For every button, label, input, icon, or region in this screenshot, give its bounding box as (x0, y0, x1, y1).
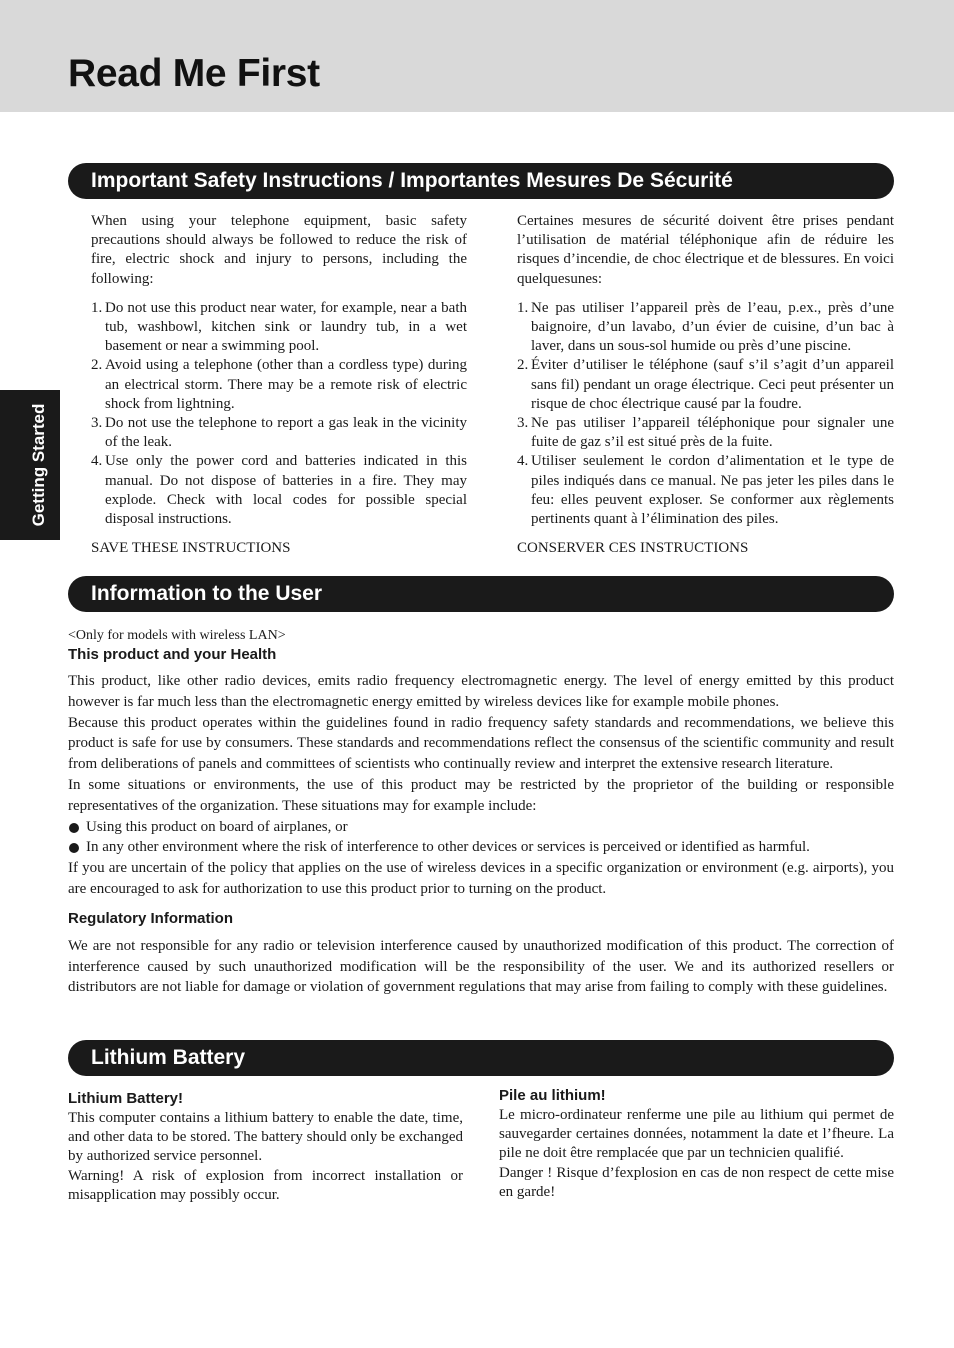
info-paragraph: In some situations or environments, the use of this product may be restricted by the proprietor of the building or responsible representatives of the organization. These situations may for example include: (68, 776, 894, 814)
list-item: 2. Éviter d’utiliser le téléphone (sauf s’il s’agit d’un appareil sans fil) pendant un orage électrique. Ceci peut présenter un risque de choc électrique causé par la foudre. (517, 357, 894, 412)
bullet-item: In any other environment where the risk of interference to other devices or services is perceived or identified as harmful. (68, 837, 894, 858)
safety-english-column (91, 212, 467, 558)
info-paragraph: Because this product operates within the guidelines found in radio frequency safety standards and recommendations, we believe this product is safe for use by consumers. These standards and recommendations reflect the consensus of the scientific community and result from deliberations of panels and committees of scientists who continually review and interpret the extensive research literature. (68, 714, 894, 773)
lithium-fr-warning: Danger ! Risque d’fexplosion en cas de non respect de cette mise en garde! (499, 1164, 894, 1200)
lithium-english-column (68, 1089, 463, 1205)
list-item: 3. Ne pas utiliser l’appareil téléphonique pour signaler une fuite de gaz s’il est situé près de la fuite. (517, 415, 894, 451)
info-note: <Only for models with wireless LAN> (68, 628, 286, 643)
info-paragraph: This product, like other radio devices, emits radio frequency electromagnetic energy. The level of energy emitted by this product however is far much less than the electromagnetic energy emitted by wireless devices like for example mobile phones. (68, 673, 894, 710)
regulatory-heading: Regulatory Information (68, 909, 234, 927)
safety-fr-list (517, 299, 894, 529)
lithium-french-column (499, 1086, 894, 1202)
regulatory-text: We are not responsible for any radio or television interference caused by unauthorized modification of this product. The correction of interference caused by such unauthorized modification will be the responsibility of the user. We and its authorized resellers or distributors are not liable for damage or violation of government regulations that may arise from failing to comply with these guidelines. (68, 937, 894, 996)
safety-en-list (91, 299, 467, 529)
list-item: 4. Utiliser seulement le cordon d’alimentation et le type de piles indiqués dans ce manual. Ne pas jeter les piles dans le feu: elles peuvent exploser. Se conformer aux règlements pertinents quant à l’élimination des piles. (517, 453, 894, 528)
safety-en-intro: When using your telephone equipment, basic safety precautions should always be followed to reduce the risk of fire, electric shock and injury to persons, including the following: (91, 213, 467, 287)
lithium-fr-heading: Pile au lithium! (499, 1087, 606, 1104)
side-tab-label: Getting Started (29, 403, 48, 527)
lithium-fr-text: Le micro-ordinateur renferme une pile au lithium qui permet de sauvegarder certaines données, notamment la date et l’fheure. La pile ne doit être remplacée que par un technicien qualifié. (499, 1107, 894, 1162)
health-heading: This product and your Health (68, 646, 277, 663)
safety-fr-save: CONSERVER CES INSTRUCTIONS (517, 540, 749, 557)
safety-french-column (517, 212, 894, 558)
section-heading-safety: Important Safety Instructions / Importantes Mesures De Sécurité (68, 163, 894, 199)
section-heading-info: Information to the User (68, 576, 894, 612)
list-item: 2. Avoid using a telephone (other than a cordless type) during an electrical storm. There may be a remote risk of electric shock from lightning. (91, 357, 467, 412)
list-item: 4. Use only the power cord and batteries indicated in this manual. Do not dispose of batteries in a fire. They may explode. Check with local codes for possible special disposal instructions. (91, 453, 467, 528)
bullet-item: Using this product on board of airplanes, or (68, 817, 894, 838)
lithium-en-warning: Warning! A risk of explosion from incorrect installation or misapplication may possibly occur. (68, 1167, 463, 1203)
lithium-en-heading: Lithium Battery! (68, 1090, 184, 1107)
safety-fr-intro: Certaines mesures de sécurité doivent être prises pendant l’utilisation de matérial téléphonique afin de réduire les risques d’incendie, de choc électrique et de blessures. En voici quelquesunes: (517, 213, 894, 287)
info-paragraph: If you are uncertain of the policy that applies on the use of wireless devices in a specific organization or environment (e.g. airports), you are encouraged to ask for authorization to use this product prior to turning on the product. (68, 860, 894, 897)
section-heading-lithium: Lithium Battery (68, 1040, 894, 1076)
lithium-en-text: This computer contains a lithium battery to enable the date, time, and other data to be stored. The battery should only be exchanged by authorized service personnel. (68, 1110, 463, 1165)
list-item: 1. Do not use this product near water, for example, near a bath tub, washbowl, kitchen sink or laundry tub, in a wet basement or near a swimming pool. (91, 299, 467, 355)
page-title: Read Me First (68, 52, 320, 95)
safety-en-save: SAVE THESE INSTRUCTIONS (91, 540, 291, 557)
info-body (68, 626, 894, 998)
list-item: 3. Do not use the telephone to report a gas leak in the vicinity of the leak. (91, 415, 467, 451)
list-item: 1. Ne pas utiliser l’appareil près de l’eau, p.ex., près d’une baignoire, d’un lavabo, d’un évier de cuisine, d’un bac à laver, dans un sous-sol humide ou près d’une piscine. (517, 299, 894, 355)
